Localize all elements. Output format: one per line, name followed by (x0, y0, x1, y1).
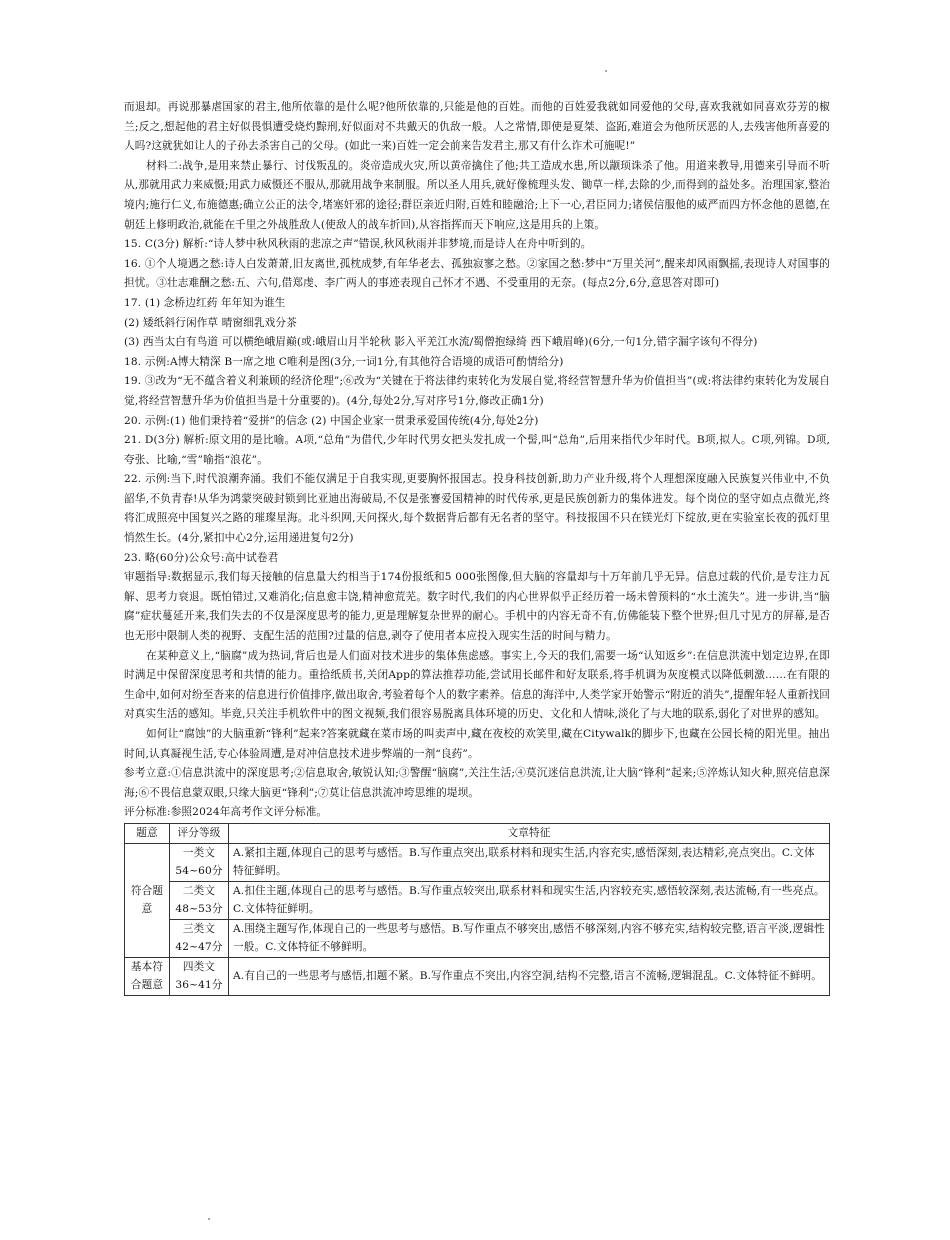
answer-document (124, 98, 830, 996)
answer-16: 16. ①个人境遇之愁:诗人白发萧萧,旧友离世,孤枕成梦,有年华老去、孤独寂寥之愁。②家国之愁:梦中“万里关河”,醒来却风雨飘摇,表现诗人对国事的担忧。③壮志难酬之愁:五、六句,借郑虔、李广两人的事迹表现自己怀才不遇、不受重用的无奈。(每点2分,6分,意思答对即可) (124, 257, 830, 290)
table-header-row (125, 823, 830, 844)
header-topic: 题意 (125, 823, 170, 844)
level-cell: 三类文 42~47分 (170, 920, 229, 958)
answer-20: 20. 示例:(1) 他们秉持着“爱拼”的信念 (2) 中国企业家一贯秉承爱国传统(4分,每处2分) (124, 414, 539, 427)
essay-guidance-2: 在某种意义上,“脑腐”成为热词,背后也是人们面对技术进步的集体焦虑感。事实上,今天的我们,需要一场“认知返乡”:在信息洪流中划定边界,在即时满足中保留深度思考和共情的能力。重拾纸质书,关闭App的算法推荐功能,尝试用长邮件和好友联系,将手机调为灰度模式以降低刺激……在有限的生命中,如何对纷至沓来的信息进行价值排序,做出取舍,考验着每个人的数字素养。信息的海洋中,人类学家开始警示“附近的消失”,提醒年轻人重新找回对真实生活的感知。毕竟,只关注手机软件中的图文视频,我们很容易脱离具体环境的历史、文化和人情味,淡化了与大地的联系,弱化了对世界的感知。 (124, 649, 830, 721)
header-level: 评分等级 (170, 823, 229, 844)
scan-dot-bottom (208, 1218, 210, 1220)
essay-guidance-3: 如何让“腐蚀”的大脑重新“锋利”起来?答案就藏在菜市场的叫卖声中,藏在夜校的欢笑里,藏在Citywalk的脚步下,也藏在公园长椅的阳光里。抽出时间,认真凝视生活,专心体验周遭,是对冲信息技术进步弊端的一剂“良药”。 (124, 728, 830, 760)
table-row (125, 920, 830, 958)
answer-23: 23. 略(60分)公众号:高中试卷君 (124, 551, 279, 564)
group-basically-meets: 基本符合题意 (125, 958, 170, 996)
essay-guidance: 审题指导:数据显示,我们每天接触的信息量大约相当于174份报纸和5 000张图像,但大脑的容量却与十万年前几乎无异。信息过载的代价,是专注力瓦解、思考力衰退。既怕错过,又难消化;信息愈丰饶,精神愈荒芜。数字时代,我们的内心世界似乎正经历着一场未曾预料的“水土流失”。进一步讲,当“脑腐”症状蔓延开来,我们失去的不仅是深度思考的能力,更是理解复杂世界的耐心。手机中的内容无奇不有,仿佛能装下整个世界;但几寸见方的屏幕,是否也无形中限制人类的视野、支配生活的范围?过量的信息,剥夺了使用者本应投入现实生活的时间与精力。 (124, 571, 830, 643)
answer-19: 19. ③改为“无不蕴含着义利兼顾的经济伦理”;⑥改为“关键在于将法律约束转化为发展自觉,将经营智慧升华为价值担当”(或:将法律约束转化为发展自觉,将经营智慧升华为价值担当是十分重要的)。(4分,每处2分,写对序号1分,修改正确1分) (124, 375, 830, 407)
table-row (125, 958, 830, 996)
paragraph-material-two: 材料二:战争,是用来禁止暴行、讨伐叛乱的。炎帝造成火灾,所以黄帝擒住了他;共工造成水患,所以颛顼诛杀了他。用道来教导,用德来引导而不听从,那就用武力来威慑;用武力威慑还不服从,那就用战争来制服。所以圣人用兵,就好像梳理头发、锄草一样,去除的少,而得到的益处多。治理国家,整治境内;施行仁义,布施德惠;确立公正的法令,堵塞奸邪的途径;群臣亲近归附,百姓和睦融洽;上下一心,君臣同力;诸侯信服他的威严而四方怀念他的恩德,在朝廷上修明政治,就能在千里之外战胜敌人(使敌人的战车折回),从容指挥而天下响应,这是用兵的上策。 (124, 159, 830, 231)
feature-cell: A.扣住主题,体现自己的思考与感悟。B.写作重点较突出,联系材料和现实生活,内容较充实,感悟较深刻,表达流畅,有一些亮点。C.文体特征鲜明。 (229, 882, 830, 920)
grading-table (124, 823, 830, 997)
answer-17-1: 17. (1) 念桥边红药 年年知为谁生 (124, 296, 286, 309)
scan-dot-top (605, 70, 607, 72)
table-row (125, 882, 830, 920)
level-cell: 二类文 48~53分 (170, 882, 229, 920)
level-cell: 四类文 36~41分 (170, 958, 229, 996)
answer-17-3: (3) 西当太白有鸟道 可以横绝峨眉巅(或:峨眉山月半轮秋 影入平羌江水流/蜀僧抱绿绮 西下峨眉峰)(6分,一句1分,错字漏字该句不得分) (124, 336, 758, 349)
answer-18: 18. 示例:A博大精深 B一席之地 C唯利是图(3分,一词1分,有其他符合语境的成语可酌情给分) (124, 355, 564, 368)
feature-cell: A.围绕主题写作,体现自己的一些思考与感悟。B.写作重点不够突出,感悟不够深刻,内容不够充实,结构较完整,语言平淡,逻辑性一般。C.文体特征不够鲜明。 (229, 920, 830, 958)
paragraph-translation-end: 而退却。再说那暴虐国家的君主,他所依靠的是什么呢?他所依靠的,只能是他的百姓。而他的百姓爱我就如同爱他的父母,喜欢我就如同喜欢芬芳的椒兰;反之,想起他的君主好似畏惧遭受烧灼黥刑,好似面对不共戴天的仇敌一般。人之常情,即使是夏桀、盗跖,难道会为他所厌恶的人,去残害他所喜爱的人吗?这就犹如让人的子孙去杀害自己的父母。(如此一来)百姓一定会前来告发君主,那又有什么诈术可施呢!” (124, 101, 830, 153)
table-row (125, 844, 830, 882)
reference-themes: 参考立意:①信息洪流中的深度思考;②信息取舍,敏锐认知;③警醒“脑腐”,关注生活;④莫沉迷信息洪流,让大脑“锋利”起来;⑤淬炼认知火种,照亮信息深海;⑥不畏信息蒙双眼,只缘大脑更“锋利”;⑦莫让信息洪流冲垮思维的堤坝。 (124, 767, 830, 799)
feature-cell: A.有自己的一些思考与感悟,扣题不紧。B.写作重点不突出,内容空洞,结构不完整,语言不流畅,逻辑混乱。C.文体特征不鲜明。 (229, 958, 830, 996)
level-cell: 一类文 54~60分 (170, 844, 229, 882)
header-features: 文章特征 (229, 823, 830, 844)
group-meets-topic: 符合题意 (125, 844, 170, 958)
answer-21: 21. D(3分) 解析:原文用的是比喻。A项,“总角”为借代,少年时代男女把头发扎成一个髻,叫“总角”,后用来指代少年时代。B项,拟人。C项,列锦。D项,夸张、比喻,“雪”喻指“浪花”。 (124, 434, 830, 466)
answer-22: 22. 示例:当下,时代浪潮奔涌。我们不能仅满足于自我实现,更要胸怀报国志。投身科技创新,助力产业升级,将个人理想深度融入民族复兴伟业中,不负韶华,不负青春!从华为鸿蒙突破封锁到比亚迪出海破局,不仅是张謇爱国精神的时代传承,更是民族创新力的集体进发。每个岗位的坚守如点点微光,终将汇成照亮中国复兴之路的璀璨星海。北斗织网,天问探火,每个数据背后都有无名者的坚守。科技报国不只在镁光灯下绽放,更在实验室长夜的孤灯里悄然生长。(4分,紧扣中心2分,运用递进复句2分) (124, 473, 830, 545)
feature-cell: A.紧扣主题,体现自己的思考与感悟。B.写作重点突出,联系材料和现实生活,内容充实,感悟深刻,表达精彩,亮点突出。C.文体特征鲜明。 (229, 844, 830, 882)
answer-15: 15. C(3分) 解析:“诗人梦中秋风秋雨的悲凉之声”错误,秋风秋雨并非梦境,而是诗人在舟中听到的。 (124, 238, 592, 251)
grading-standard: 评分标准:参照2024年高考作文评分标准。 (124, 806, 328, 819)
answer-17-2: (2) 矮纸斜行闲作草 晴窗细乳戏分茶 (124, 316, 297, 329)
